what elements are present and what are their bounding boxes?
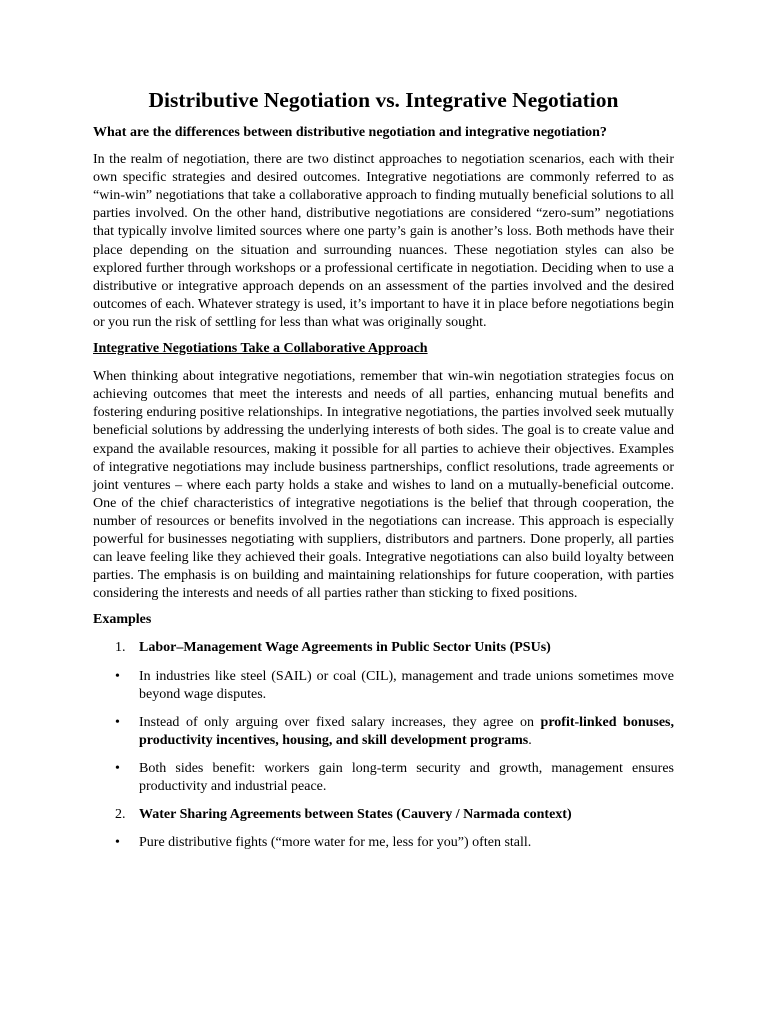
bullet-icon: • (115, 668, 120, 684)
bullet-text-end: . (528, 732, 532, 748)
bullet-icon: • (115, 714, 120, 730)
bullet-icon: • (115, 760, 120, 776)
example-2-title (93, 806, 674, 824)
list-number: 1. (115, 640, 126, 656)
bullet-text: Pure distributive fights (“more water for me, less for you”) often stall. (139, 835, 532, 851)
bullet-icon: • (115, 835, 120, 851)
intro-paragraph: In the realm of negotiation, there are two distinct approaches to negotiation scenarios, each with their own specific strategies and desired outcomes. Integrative negotiations are commonly referred to as “win-win” negotiations that take a collaborative approach to finding mutually beneficial solutions to all parties involved. On the other hand, distributive negotiations are considered “zero-sum” negotiations that typically involve limited sources where one party’s gain is another’s loss. Both methods have their place depending on the situation and surrounding nuances. These negotiation styles can also be explored further through workshops or a professional certificate in negotiation. Deciding when to use a distributive or integrative approach depends on an assessment of the parties involved and the desired outcomes of each. Whatever strategy is used, it’s important to have it in place before negotiations begin or you run the risk of settling for less than what was originally sought. (93, 152, 674, 330)
bullet-text-plain: Instead of only arguing over fixed salary increases, they agree on (139, 714, 541, 730)
list-item (93, 668, 674, 704)
list-item (93, 760, 674, 796)
examples-heading: Examples (93, 612, 152, 628)
bullet-text (139, 715, 674, 748)
example-1-title (93, 639, 674, 657)
list-item (93, 834, 674, 852)
list-item (93, 714, 674, 750)
list-number: 2. (115, 807, 126, 823)
example-title-text: Water Sharing Agreements between States (Cauvery / Narmada context) (139, 807, 572, 823)
section-heading: Integrative Negotiations Take a Collaborative Approach (93, 341, 428, 357)
section-paragraph: When thinking about integrative negotiations, remember that win-win negotiation strategies focus on achieving outcomes that meet the interests and needs of all parties, enhancing mutual benefits and fostering enduring positive relationships. In integrative negotiations, the parties involved seek mutually beneficial solutions by addressing the underlying interests of both sides. The goal is to create value and expand the available resources, making it possible for all parties to achieve their objectives. Examples of integrative negotiations may include business partnerships, conflict resolutions, trade agreements or joint ventures – where each party holds a stake and wishes to land on a mutually-beneficial outcome. One of the chief characteristics of integrative negotiations is the belief that through cooperation, the number of resources or benefits involved in the negotiations can increase. This approach is especially powerful for businesses negotiating with suppliers, distributors and partners. Done properly, all parties can leave feeling like they achieved their goals. Integrative negotiations can also build loyalty between parties. The emphasis is on building and maintaining relationships for future cooperation, with parties considering the interests and needs of all parties rather than sticking to fixed positions. (93, 369, 674, 602)
bullet-text: Both sides benefit: workers gain long-term security and growth, management ensures productivity and industrial peace. (139, 760, 674, 794)
bullet-text-bold: profit-linked bonuses, productivity incentives, housing, and skill development programs (139, 714, 674, 748)
question-heading: What are the differences between distributive negotiation and integrative negotiation? (93, 125, 607, 140)
example-title-text: Labor–Management Wage Agreements in Public Sector Units (PSUs) (139, 640, 551, 656)
page-title: Distributive Negotiation vs. Integrative Negotiation (148, 88, 619, 112)
bullet-text: In industries like steel (SAIL) or coal (CIL), management and trade unions sometimes move beyond wage disputes. (139, 668, 674, 702)
